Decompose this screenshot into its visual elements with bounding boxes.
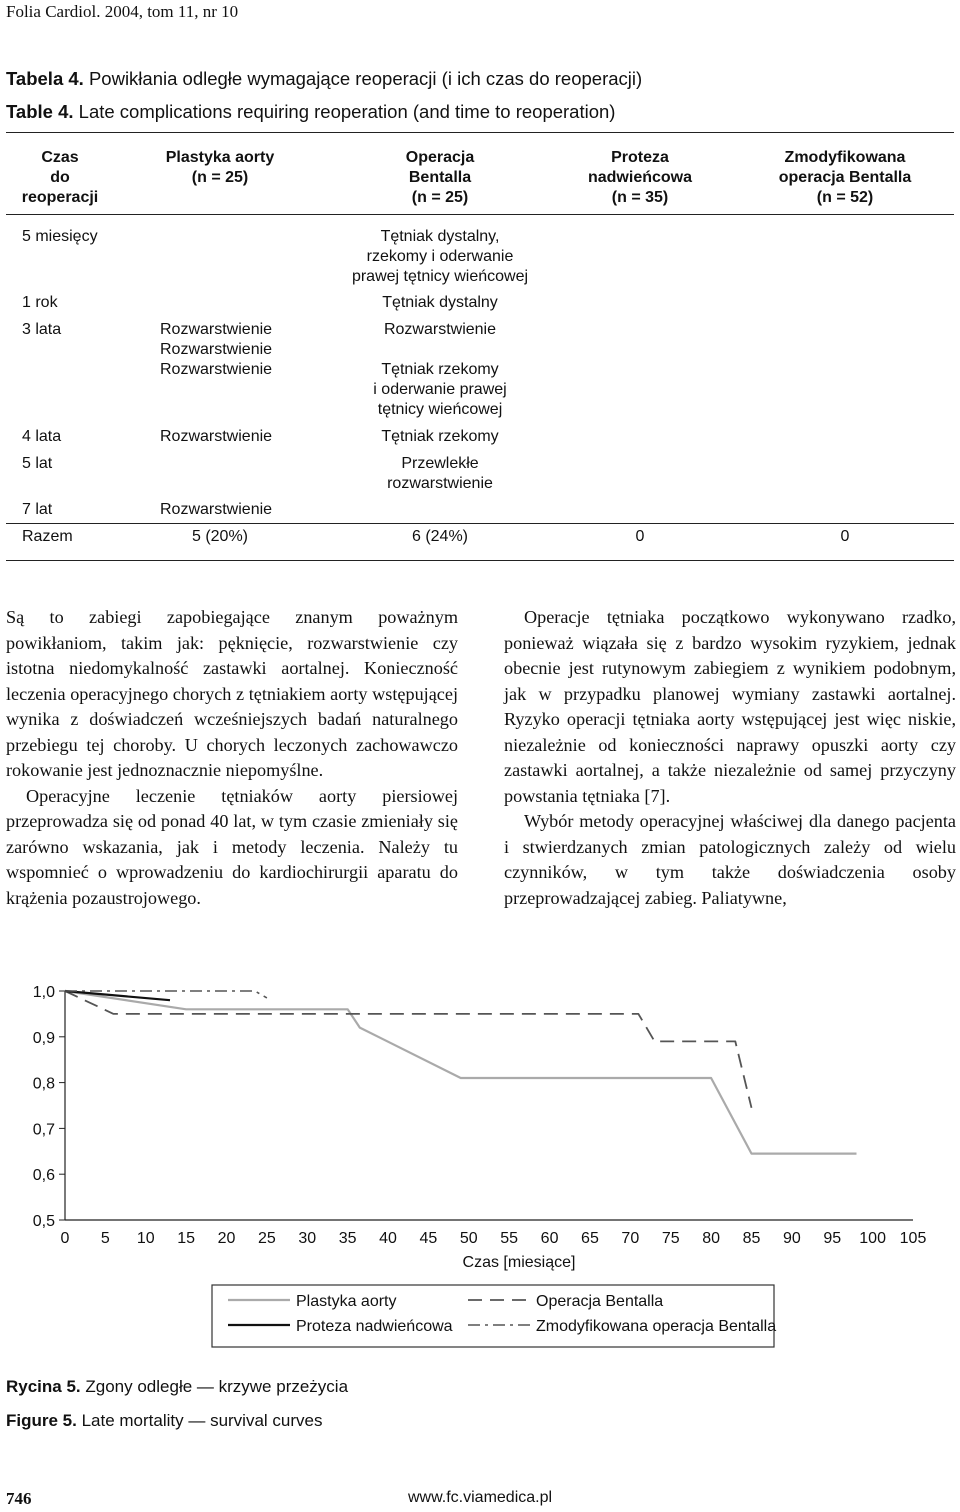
table-bottom-rule [6,560,954,561]
paragraph: Operacyjne leczenie tętniaków aorty piersiowej przeprowadza się od ponad 40 lat, w tym czasie zmieniały się zarówno wskazania, jak i metody leczenia. Należy tu wspomnieć o wprowadzeniu do kardiochirurgii aparatu do krążenia pozaustrojowego. [6,785,458,908]
series-line [65,991,752,1108]
table-cell-plastyka: Rozwarstwienie Rozwarstwienie [160,321,273,358]
table-label-en: Table 4. [6,101,74,122]
x-tick-label: 100 [859,1230,886,1247]
x-tick-label: 105 [899,1230,927,1247]
table-cell-plastyka: Rozwarstwienie [160,428,273,445]
table-cell-bentall: Tętniak dystalny, rzekomy i oderwanie prawej tętnicy wieńcowej [351,228,529,285]
series-line [65,991,857,1154]
table-title-pl: Powikłania odległe wymagające reoperacji (i ich czas do reoperacji) [83,68,643,89]
page-number: 746 [6,1489,32,1508]
table-caption-pl [6,68,642,90]
x-tick-label: 95 [823,1230,842,1247]
figure-title-pl: Zgony odległe — krzywe przeżycia [80,1377,349,1396]
table-row-time: 4 lata [22,428,62,445]
paragraph: Są to zabiegi zapobiegające znanym poważnym powikłaniom, takim jak: pęknięcie, rozwarstwienie czy istotna niedomykalność zastawki aortalnej. Konieczność leczenia operacyjnego chorych z tętniakiem aorty wstępującej wynika z doświadczeń wcześniejszych badań naturalnego przebiegu tej choroby. U chorych leczonych zachowawczo rokowanie jest jednoznacznie niepomyślne. [6,607,458,780]
table-label-pl: Tabela 4. [6,68,84,89]
x-tick-label: 30 [298,1230,317,1247]
table-total-proteza: 0 [635,528,645,545]
legend-label: Zmodyfikowana operacja Bentalla [536,1318,777,1335]
x-tick-label: 40 [379,1230,397,1247]
table-total-rule [6,523,954,524]
table-cell-plastyka: Rozwarstwienie [160,501,273,518]
x-tick-label: 5 [100,1230,110,1247]
table-row-time: 5 lat [22,455,53,472]
x-tick-label: 10 [136,1230,155,1247]
x-tick-label: 15 [177,1230,196,1247]
table-total-zmodyfikowana: 0 [840,528,850,545]
table-top-rule [6,132,954,133]
table-header-proteza: Proteza nadwieńcowa (n = 35) [587,149,693,206]
x-tick-label: 35 [338,1230,357,1247]
x-tick-label: 65 [581,1230,599,1247]
legend-label: Plastyka aorty [296,1293,397,1310]
table-total-label: Razem [22,528,73,545]
chart-series [65,991,857,1154]
table-header-zmodyfikowana: Zmodyfikowana operacja Bentalla (n = 52) [778,149,912,206]
x-tick-label: 80 [702,1230,720,1247]
chart-axes [33,984,927,1271]
figure-title-en: Late mortality — survival curves [76,1411,323,1430]
x-tick-label: 55 [500,1230,519,1247]
y-tick-label: 0,7 [32,1121,55,1139]
x-tick-label: 0 [60,1230,70,1247]
x-tick-label: 20 [217,1230,236,1247]
table-total-bentall: 6 (24%) [411,528,469,545]
x-tick-label: 90 [782,1230,801,1247]
table-cell-bentall: Tętniak rzekomy [381,428,499,445]
table-cell-bentall: Przewlekłe rozwarstwienie [387,455,493,492]
x-tick-label: 85 [742,1230,761,1247]
table-header-time: Czas do reoperacji [21,149,99,206]
figure-caption-pl [6,1377,348,1397]
x-tick-label: 50 [459,1230,478,1247]
paragraph: Wybór metody operacyjnej właściwej dla danego pacjenta i stwierdzanych zmian patologicznych zależy od wielu czynników, w tym także doświadczenia osoby przeprowadzającej zabieg. Paliatywne, [504,811,956,908]
x-tick-label: 45 [419,1230,438,1247]
x-tick-label: 70 [621,1230,640,1247]
table-row-time: 3 lata [22,321,62,338]
table-total-plastyka: 5 (20%) [191,528,249,545]
x-tick-label: 25 [258,1230,276,1247]
body-text-left-column [6,605,458,911]
journal-header: Folia Cardiol. 2004, tom 11, nr 10 [6,2,239,21]
figure-label-pl: Rycina 5. [6,1377,81,1396]
table-cell-bentall: Rozwarstwienie [383,321,497,338]
table-row-time: 5 miesięcy [22,228,98,245]
y-tick-label: 0,8 [32,1075,55,1093]
x-axis-label: Czas [miesiące] [462,1254,576,1271]
table-cell-bentall: Tętniak rzekomy i oderwanie prawej tętnicy wieńcowej [373,361,507,418]
paragraph: Operacje tętniaka początkowo wykonywano rzadko, ponieważ wiązała się z bardzo wysokim ryzykiem, jednak obecnie jest rutynowym zabiegiem z wynikiem podobnym, jak w przypadku planowej wymiany zastawki aortalnej. Ryzyko operacji tętniaka aorty wstępującej jest więc niskie, niezależnie od konieczności naprawy opuszki aorty czy zastawki aortalnej, a także niezależnie od samej przyczyny powstania tętniaka [7]. [504,607,956,806]
table-caption-en [6,101,615,123]
body-text-right-column [504,605,956,911]
y-tick-label: 1,0 [32,984,55,1001]
footer-url: www.fc.viamedica.pl [408,1489,553,1506]
survival-chart [0,975,960,1355]
x-tick-label: 75 [661,1230,680,1247]
legend-label: Proteza nadwieńcowa [296,1318,453,1335]
legend-label: Operacja Bentalla [536,1293,664,1310]
y-tick-label: 0,5 [32,1213,55,1230]
table-header-bentall: Operacja Bentalla (n = 25) [405,149,475,206]
table-cell-bentall: Tętniak dystalny [382,294,498,311]
y-tick-label: 0,9 [32,1029,55,1047]
table-header-rule [6,214,954,215]
x-tick-label: 60 [540,1230,559,1247]
table-row-time: 7 lat [22,501,53,518]
figure-caption-en [6,1411,323,1431]
table-cell-plastyka: Rozwarstwienie [160,361,273,378]
table-header-plastyka: Plastyka aorty (n = 25) [165,149,275,186]
chart-legend [212,1285,776,1347]
figure-label-en: Figure 5. [6,1411,77,1430]
table-row-time: 1 rok [22,294,58,311]
y-tick-label: 0,6 [32,1167,55,1185]
table-title-en: Late complications requiring reoperation (and time to reoperation) [73,101,616,122]
